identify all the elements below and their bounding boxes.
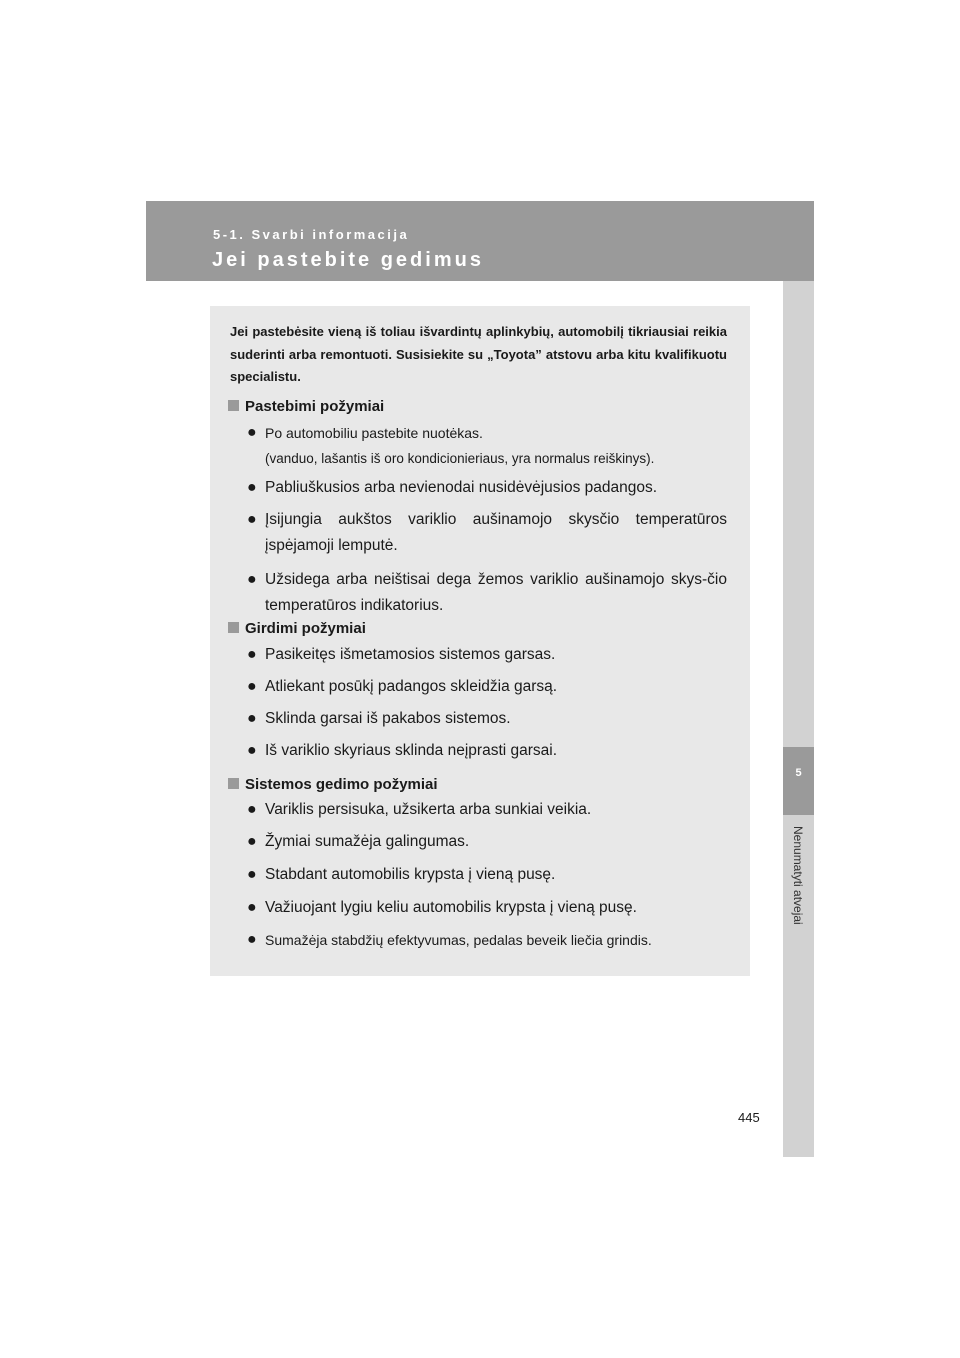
square-bullet-icon <box>228 622 239 633</box>
section-number: 5-1. Svarbi informacija <box>213 227 410 242</box>
square-bullet-icon <box>228 400 239 411</box>
list-item-text: Atliekant posūkį padangos skleidžia garsą. <box>265 678 558 695</box>
list-item <box>247 475 727 501</box>
list-item-text: Sklinda garsai iš pakabos sistemos. <box>265 710 511 727</box>
circle-bullet-icon: ● <box>247 801 257 818</box>
list-item <box>247 862 727 888</box>
list-item-text: Po automobiliu pastebite nuotėkas. <box>265 425 483 441</box>
list-item-text: Variklis persisuka, užsikerta arba sunkiai veikia. <box>265 801 592 818</box>
list-item <box>247 829 727 855</box>
list-item <box>247 797 727 823</box>
circle-bullet-icon: ● <box>247 742 257 759</box>
list-item-text: Pasikeitęs išmetamosios sistemos garsas. <box>265 646 556 663</box>
page-number: 445 <box>738 1110 760 1125</box>
content-box <box>210 306 750 976</box>
circle-bullet-icon: ● <box>247 511 257 528</box>
list-item <box>247 674 727 700</box>
circle-bullet-icon: ● <box>247 678 257 695</box>
list-item-note: (vanduo, lašantis iš oro kondicionieriaus, yra normalus reiškinys). <box>265 451 655 466</box>
circle-bullet-icon: ● <box>247 931 257 948</box>
section-heading-text: Pastebimi požymiai <box>245 398 385 415</box>
list-item-text: Užsidega arba neištisai dega žemos variklio aušinamojo skys-čio temperatūros indikatorius. <box>265 571 727 614</box>
list-item-text: Žymiai sumažėja galingumas. <box>265 833 470 850</box>
section-heading <box>228 776 438 793</box>
section-heading <box>228 398 384 415</box>
circle-bullet-icon: ● <box>247 899 257 916</box>
circle-bullet-icon: ● <box>247 866 257 883</box>
list-item <box>247 420 727 472</box>
list-item-text: Iš variklio skyriaus sklinda neįprasti garsai. <box>265 742 558 759</box>
chapter-number: 5 <box>795 767 802 779</box>
header-band <box>146 201 814 281</box>
list-item-text: Pabliuškusios arba nevienodai nusidėvėjusios padangos. <box>265 479 658 496</box>
square-bullet-icon <box>228 778 239 789</box>
chapter-tab <box>783 747 814 815</box>
list-item <box>247 738 727 764</box>
circle-bullet-icon: ● <box>247 710 257 727</box>
circle-bullet-icon: ● <box>247 571 257 588</box>
chapter-label: Nenumatyti atvejai <box>791 826 805 925</box>
list-item <box>247 567 727 619</box>
list-item-text: Važiuojant lygiu keliu automobilis krypsta į vieną pusę. <box>265 899 637 916</box>
list-item <box>247 895 727 921</box>
section-heading <box>228 620 366 637</box>
list-item <box>247 706 727 732</box>
side-strip <box>783 281 814 1157</box>
list-item-text: Įsijungia aukštos variklio aušinamojo skysčio temperatūros įspėjamoji lemputė. <box>265 511 727 554</box>
list-item-text: Stabdant automobilis krypsta į vieną pusę. <box>265 866 556 883</box>
list-item <box>247 642 727 668</box>
list-item-text: Sumažėja stabdžių efektyvumas, pedalas beveik liečia grindis. <box>265 932 652 948</box>
circle-bullet-icon: ● <box>247 646 257 663</box>
page-title: Jei pastebite gedimus <box>212 249 484 271</box>
circle-bullet-icon: ● <box>247 479 257 496</box>
intro-text: Jei pastebėsite vieną iš toliau išvardintų aplinkybių, automobilį tikriausiai reikia suderinti arba remontuoti. Susisiekite su „Toyota” atstovu arba kitu kvalifikuotu specialistu. <box>230 324 727 384</box>
list-item <box>247 927 727 953</box>
circle-bullet-icon: ● <box>247 833 257 850</box>
circle-bullet-icon: ● <box>247 424 257 441</box>
list-item <box>247 507 727 559</box>
section-heading-text: Girdimi požymiai <box>245 620 366 637</box>
section-heading-text: Sistemos gedimo požymiai <box>245 776 438 793</box>
